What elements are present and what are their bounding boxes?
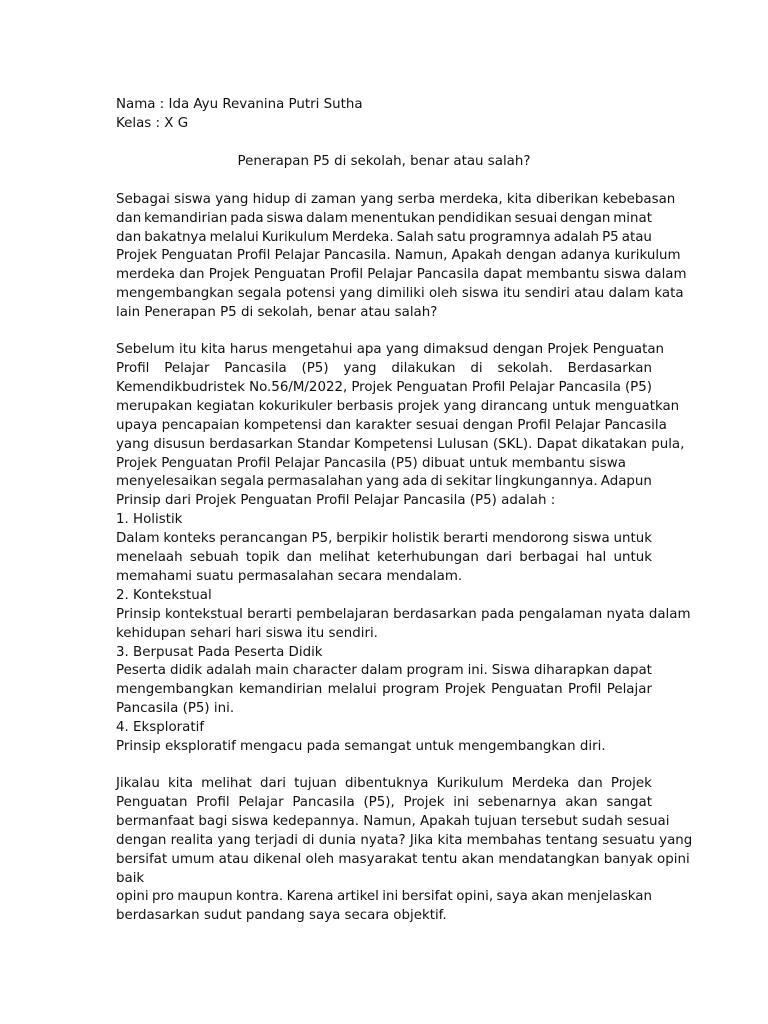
word: P5, (311, 531, 333, 547)
word: adalah (553, 229, 600, 245)
word: satu (436, 229, 466, 245)
text-line (116, 530, 652, 549)
word: yang (343, 360, 377, 376)
word: main (255, 663, 289, 679)
word: Penguatan (116, 794, 188, 810)
word: sangat (606, 794, 652, 810)
word: opini, (456, 889, 494, 905)
word: bakatnya (144, 229, 207, 245)
word: program (406, 663, 464, 679)
word: menelaah (116, 550, 183, 566)
word: Pelajar (606, 682, 652, 698)
word: kita (168, 776, 193, 791)
word: segala (220, 474, 265, 490)
word: yang (366, 474, 400, 490)
word: character (292, 663, 357, 679)
word: dalam (306, 210, 348, 226)
word: Profil (471, 379, 506, 395)
text-line (116, 379, 652, 398)
word: Kemendikbudristek (116, 379, 246, 395)
word: lingkungannya. (494, 474, 598, 490)
word: P5 (602, 229, 619, 245)
word: No.56/M/2022, (249, 379, 348, 395)
word: Projek (610, 776, 652, 791)
word: Pelajar (509, 379, 555, 395)
word: melihat (201, 776, 252, 791)
word: dari (259, 776, 286, 791)
word: Projek (444, 682, 486, 698)
text-line (116, 888, 652, 907)
student-name: Nama : Ida Ayu Revanina Putri Sutha (116, 97, 363, 112)
paragraph-opinion (116, 775, 693, 926)
word: menjelaskan (567, 889, 652, 905)
word: dan (577, 776, 603, 791)
word: dibentuknya (344, 776, 429, 791)
word: Penguatan (396, 379, 468, 395)
word: dan (116, 210, 142, 226)
word: dan (286, 550, 312, 566)
word: sebuah (189, 550, 239, 566)
word: pendidikan (437, 210, 512, 226)
word: Pelajar (164, 360, 210, 376)
text-line (116, 662, 652, 681)
word: Jikalau (116, 776, 160, 791)
text-line: memahami suatu permasalahan secara mendalam. (116, 568, 463, 584)
word: berbagai (519, 550, 579, 566)
text-line: Projek Penguatan Profil Pelajar Pancasila (P5) dibuat untuk membantu siswa (116, 455, 626, 471)
word: sekolah. (497, 360, 553, 376)
text-line: Pancasila (P5) ini. (116, 701, 235, 717)
word: akan (565, 794, 598, 810)
text-line: bersifat umum atau dikenal oleh masyarakat tentu akan mendatangkan banyak opini (116, 851, 690, 867)
text-line: Prinsip dari Projek Penguatan Profil Pelajar Pancasila (P5) adalah : (116, 493, 556, 509)
word: dengan (560, 210, 611, 226)
word: ada (402, 474, 428, 490)
word: Merdeka. (331, 229, 394, 245)
word: mendorong (492, 531, 569, 547)
word: keterhubungan (376, 550, 479, 566)
word: kemandirian (238, 682, 323, 698)
text-line: berdasarkan sudut pandang saya secara objektif. (116, 908, 447, 924)
word: dari (486, 550, 513, 566)
word: Adapun (600, 474, 652, 490)
word: artikel (336, 889, 379, 905)
word: Profil (196, 794, 230, 810)
text-line (116, 229, 652, 248)
word: sesuai (514, 210, 558, 226)
word: melihat (319, 550, 370, 566)
text-line: bermanfaat bagi siswa kedepannya. Namun, Apakah tujuan tersebut sudah sesuai (116, 813, 670, 829)
word: mengembangkan (116, 682, 234, 698)
word: akan (531, 889, 564, 905)
word: untuk (613, 531, 652, 547)
principle-heading: 2. Kontekstual (116, 587, 212, 603)
word: (P5), (363, 794, 395, 810)
word: Projek (351, 379, 393, 395)
word: diharapkan (533, 663, 610, 679)
word: permasalahan (267, 474, 363, 490)
word: pada (230, 210, 264, 226)
word: Kurikulum (261, 229, 329, 245)
text-line (116, 210, 652, 229)
word: holistik (391, 531, 440, 547)
word: perancangan (219, 531, 308, 547)
paragraph-intro (116, 191, 687, 323)
text-line: baik (116, 870, 145, 886)
text-line: dengan realita yang terjadi di dunia nyata? Jika kita membahas tentang sesuatu yang (116, 832, 693, 848)
word: berpikir (336, 531, 388, 547)
word: Karena (286, 889, 334, 905)
text-line: kehidupan sehari hari siswa itu sendiri. (116, 625, 378, 641)
word: melalui (327, 682, 377, 698)
principle-heading: 1. Holistik (116, 512, 183, 528)
principle-heading: 4. Eksploratif (116, 720, 205, 736)
word: opini (116, 889, 149, 905)
text-line (116, 473, 652, 492)
word: dilakukan (391, 360, 456, 376)
word: untuk (613, 550, 652, 566)
text-line: mengembangkan segala potensi yang dimiliki oleh siswa itu sendiri atau dalam kata (116, 286, 684, 302)
word: Merdeka (511, 776, 570, 791)
word: Salah (396, 229, 434, 245)
word: dalam (360, 663, 403, 679)
paragraph-definition (116, 341, 685, 511)
word: berarti (443, 531, 489, 547)
word: Pancasila (292, 794, 355, 810)
word: bersifat (401, 889, 453, 905)
word: Profil (116, 360, 150, 376)
word: Peserta (116, 663, 167, 679)
word: melalui (209, 229, 259, 245)
word: di (430, 474, 443, 490)
text-line (116, 549, 652, 568)
word: sekitar (445, 474, 492, 490)
word: didik (169, 663, 203, 679)
word: Pelajar (238, 794, 284, 810)
word: di (470, 360, 483, 376)
text-line (116, 360, 652, 379)
word: Pancasila (558, 379, 621, 395)
word: Siswa (491, 663, 531, 679)
word: saya (496, 889, 528, 905)
word: ini (453, 794, 470, 810)
document-content (116, 96, 693, 926)
text-line: Sebagai siswa yang hidup di zaman yang serba merdeka, kita diberikan kebebasan (116, 191, 676, 207)
word: Profil (567, 682, 602, 698)
word: Kurikulum (436, 776, 504, 791)
word: kontra. (236, 889, 284, 905)
word: (P5) (301, 360, 329, 376)
word: sebenarnya (477, 794, 557, 810)
word: tujuan (294, 776, 337, 791)
word: (P5) (624, 379, 652, 395)
word: dapat (613, 663, 652, 679)
text-line (116, 775, 652, 794)
word: maupun (177, 889, 233, 905)
word: ini (382, 889, 399, 905)
text-line: Sebelum itu kita harus mengetahui apa yang dimaksud dengan Projek Penguatan (116, 342, 665, 358)
text-line (116, 681, 652, 700)
word: topik (245, 550, 280, 566)
word: program (382, 682, 440, 698)
word: atau (621, 229, 652, 245)
word: konteks (163, 531, 216, 547)
word: programnya (468, 229, 551, 245)
student-class: Kelas : X G (116, 115, 189, 131)
principle-heading: 3. Berpusat Pada Peserta Didik (116, 644, 323, 660)
word: minat (613, 210, 652, 226)
text-line: lain Penerapan P5 di sekolah, benar atau salah? (116, 305, 438, 321)
word: siswa (572, 531, 610, 547)
word: ini. (467, 663, 488, 679)
document-title: Penerapan P5 di sekolah, benar atau salah? (237, 153, 531, 169)
word: Pancasila (224, 360, 287, 376)
text-line: yang disusun berdasarkan Standar Kompetensi Lulusan (SKL). Dapat dikatakan pula, (116, 436, 685, 452)
text-line: Prinsip eksploratif mengacu pada semangat untuk mengembangkan diri. (116, 739, 606, 755)
principles-list (116, 511, 691, 757)
text-line: merdeka dan Projek Penguatan Profil Pelajar Pancasila dapat membantu siswa dalam (116, 267, 687, 283)
text-line: upaya pencapaian kompetensi dan karakter sesuai dengan Profil Pelajar Pancasila (116, 417, 667, 433)
word: siswa (266, 210, 304, 226)
word: menyelesaikan (116, 474, 218, 490)
word: hal (585, 550, 607, 566)
word: adalah (206, 663, 252, 679)
text-line: merupakan kegiatan kokurikuler berbasis projek yang dirancang untuk menguatkan (116, 398, 680, 414)
word: Projek (403, 794, 445, 810)
word: Berdasarkan (567, 360, 652, 376)
word: pro (152, 889, 174, 905)
text-line (116, 794, 652, 813)
word: kemandirian (144, 210, 228, 226)
text-line: Prinsip kontekstual berarti pembelajaran berdasarkan pada pengalaman nyata dalam (116, 606, 691, 622)
text-line: Projek Penguatan Profil Pelajar Pancasila. Namun, Apakah dengan adanya kurikulum (116, 248, 681, 264)
word: dan (116, 229, 142, 245)
word: Penguatan (491, 682, 563, 698)
word: Dalam (116, 531, 160, 547)
word: menentukan (350, 210, 436, 226)
